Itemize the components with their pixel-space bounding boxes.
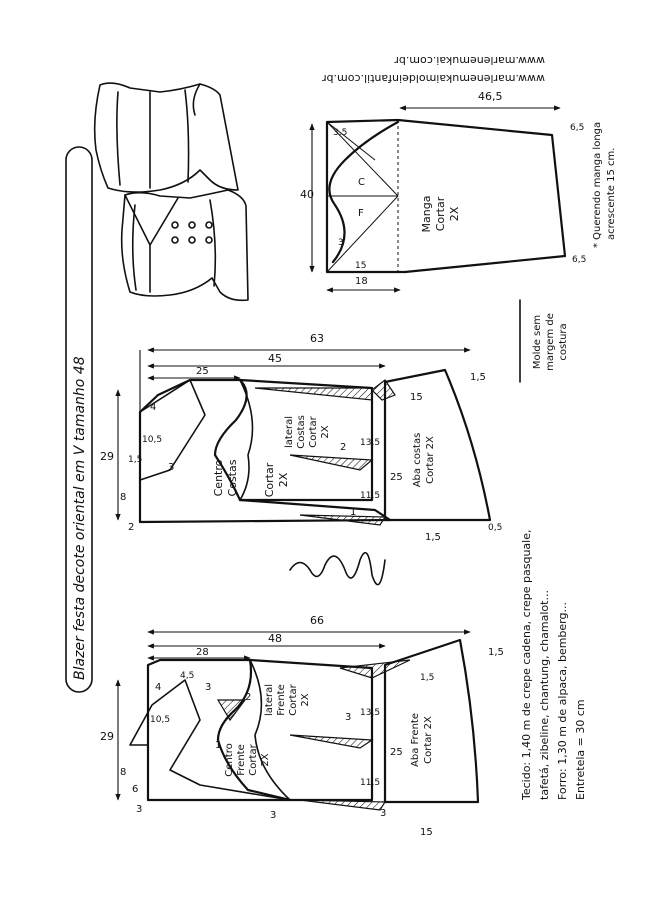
sleeve-dim-cap: 3,5 — [333, 128, 348, 138]
back-center-label-2: Costas — [226, 459, 239, 497]
back-aba-outline — [385, 370, 490, 520]
front-lateral-label-2: Frente — [276, 684, 287, 716]
front-dim-4: 4 — [155, 682, 162, 693]
back-cut-label-2: 2X — [277, 472, 290, 488]
front-center-label-4: 2X — [260, 753, 271, 767]
materials-line-3: Forro: 1,30 m de alpaca, bemberg... — [556, 602, 569, 800]
back-dim-05: 0,5 — [488, 523, 503, 533]
website-url-1: www.marlenemukaimoldeinfantil.com.br — [322, 72, 545, 85]
back-dim-45: 45 — [268, 352, 282, 365]
front-dim-6: 6 — [132, 784, 139, 795]
front-dim-48: 48 — [268, 632, 282, 645]
front-dim-25: 25 — [390, 747, 403, 758]
front-pattern — [100, 614, 504, 838]
blazer-sketch-back — [95, 83, 238, 192]
sleeve-dim-r65a: 6,5 — [570, 123, 585, 133]
back-lateral-label-3: Cortar — [308, 416, 319, 448]
back-dim-15a: 1,5 — [128, 455, 143, 465]
front-dim-3d: 3 — [270, 810, 277, 821]
front-dim-105: 10,5 — [150, 715, 171, 725]
back-dim-8: 8 — [120, 492, 127, 503]
front-dim-135: 13,5 — [360, 708, 381, 718]
front-dim-2: 2 — [245, 692, 252, 703]
materials-line-2: tafetá, zibeline, chantung, chamalot... — [538, 590, 551, 800]
front-lateral-label-3: Cortar — [288, 684, 299, 716]
back-lateral-label-4: 2X — [320, 425, 331, 439]
front-dim-3c: 3 — [345, 712, 352, 723]
front-lateral-label-4: 2X — [300, 693, 311, 707]
sleeve-dim-left: 18 — [355, 276, 368, 287]
back-dim-2: 2 — [128, 522, 135, 533]
front-dim-3e: 3 — [380, 808, 387, 819]
back-dim-135: 13,5 — [360, 438, 381, 448]
front-dim-3b: 3 — [136, 804, 143, 815]
sleeve-mark-f: F — [358, 208, 364, 219]
front-dim-15: 15 — [420, 827, 433, 838]
back-dim-25: 25 — [196, 366, 209, 377]
front-dim-1: 1 — [215, 740, 222, 751]
back-dim-105: 10,5 — [142, 435, 163, 445]
front-hatch-dart — [218, 700, 245, 720]
back-dim-3: 3 — [168, 462, 175, 473]
front-aba-label-2: Cortar 2X — [423, 716, 434, 764]
sleeve-dim-15: 15 — [355, 261, 367, 271]
back-dim-15c: 1,5 — [470, 372, 486, 383]
front-aba-label-1: Aba Frente — [410, 713, 421, 767]
sleeve-dim-3: 3 — [338, 238, 344, 248]
sleeve-pattern — [300, 90, 617, 290]
back-dim-15d: 1,5 — [425, 532, 441, 543]
back-dim-1: 1 — [350, 507, 357, 518]
materials-line-4: Entretela = 30 cm — [574, 699, 587, 800]
back-lateral-label-1: lateral — [284, 416, 295, 448]
front-center-outline — [148, 660, 290, 800]
front-center-label-3: Cortar — [248, 744, 259, 776]
front-hatch-mid — [290, 735, 372, 748]
front-dim-3: 3 — [205, 682, 212, 693]
front-dim-115: 11,5 — [360, 778, 381, 788]
urls-group — [322, 54, 545, 85]
sleeve-dim-r65b: 6,5 — [572, 255, 587, 265]
sleeve-note-line-2: acrescente 15 cm. — [606, 147, 617, 240]
front-hatch-top — [340, 660, 410, 678]
title-group — [66, 147, 92, 692]
sleeve-label-cut: Cortar — [434, 196, 447, 232]
sleeve-note-line-1: * Querendo manga longa — [592, 121, 603, 248]
signature — [290, 553, 385, 585]
page-title: Blazer festa decote oriental em V tamanho 48 — [72, 356, 88, 680]
front-center-label-2: Frente — [236, 744, 247, 776]
materials-line-1: Tecido: 1,40 m de crepe cadena, crepe pasquale, — [520, 529, 533, 800]
back-dim-15: 15 — [410, 392, 423, 403]
sleeve-label-name: Manga — [420, 195, 433, 233]
front-dim-66: 66 — [310, 614, 324, 627]
sleeve-mark-c: C — [358, 177, 365, 188]
back-dim-29: 29 — [100, 450, 114, 463]
back-dim-63: 63 — [310, 332, 324, 345]
front-dim-15c: 1,5 — [420, 673, 435, 683]
back-dim-2b: 2 — [340, 442, 347, 453]
website-url-2: www.marlenemukai.com.br — [394, 54, 545, 67]
back-dim-4: 4 — [150, 402, 157, 413]
front-lateral-outline — [250, 660, 372, 800]
front-lateral-label-1: lateral — [264, 684, 275, 716]
sleeve-dim-width: 46,5 — [478, 90, 503, 103]
back-pattern — [100, 332, 502, 543]
back-cut-label-1: Cortar — [263, 462, 276, 498]
blazer-sketch-front — [122, 190, 248, 300]
back-aba-label-2: Cortar 2X — [425, 436, 436, 484]
back-center-label-1: Centro — [212, 459, 225, 497]
sleeve-dim-height: 40 — [300, 188, 314, 201]
back-dim-115: 11,5 — [360, 491, 381, 501]
front-dim-28: 28 — [196, 647, 209, 658]
front-dim-29: 29 — [100, 730, 114, 743]
no-seam-line-1: Molde sem — [532, 314, 543, 370]
back-lateral-label-2: Costas — [296, 415, 307, 449]
front-dim-45: 4,5 — [180, 671, 195, 681]
front-hatch-bottom — [300, 800, 385, 810]
back-hatch-mid — [290, 455, 372, 470]
sleeve-note — [592, 122, 617, 248]
no-seam-line-2: margem de — [545, 313, 556, 371]
front-center-label-1: Centro — [224, 743, 235, 777]
materials-list — [520, 530, 587, 801]
no-seam-note — [532, 313, 569, 371]
no-seam-line-3: costura — [558, 323, 569, 361]
front-dim-8: 8 — [120, 767, 127, 778]
back-hatch-top — [255, 388, 372, 400]
sleeve-label-qty: 2X — [448, 206, 461, 222]
back-aba-label-1: Aba costas — [412, 432, 423, 488]
back-dim-25b: 25 — [390, 472, 403, 483]
front-dim-15b: 1,5 — [488, 647, 504, 658]
